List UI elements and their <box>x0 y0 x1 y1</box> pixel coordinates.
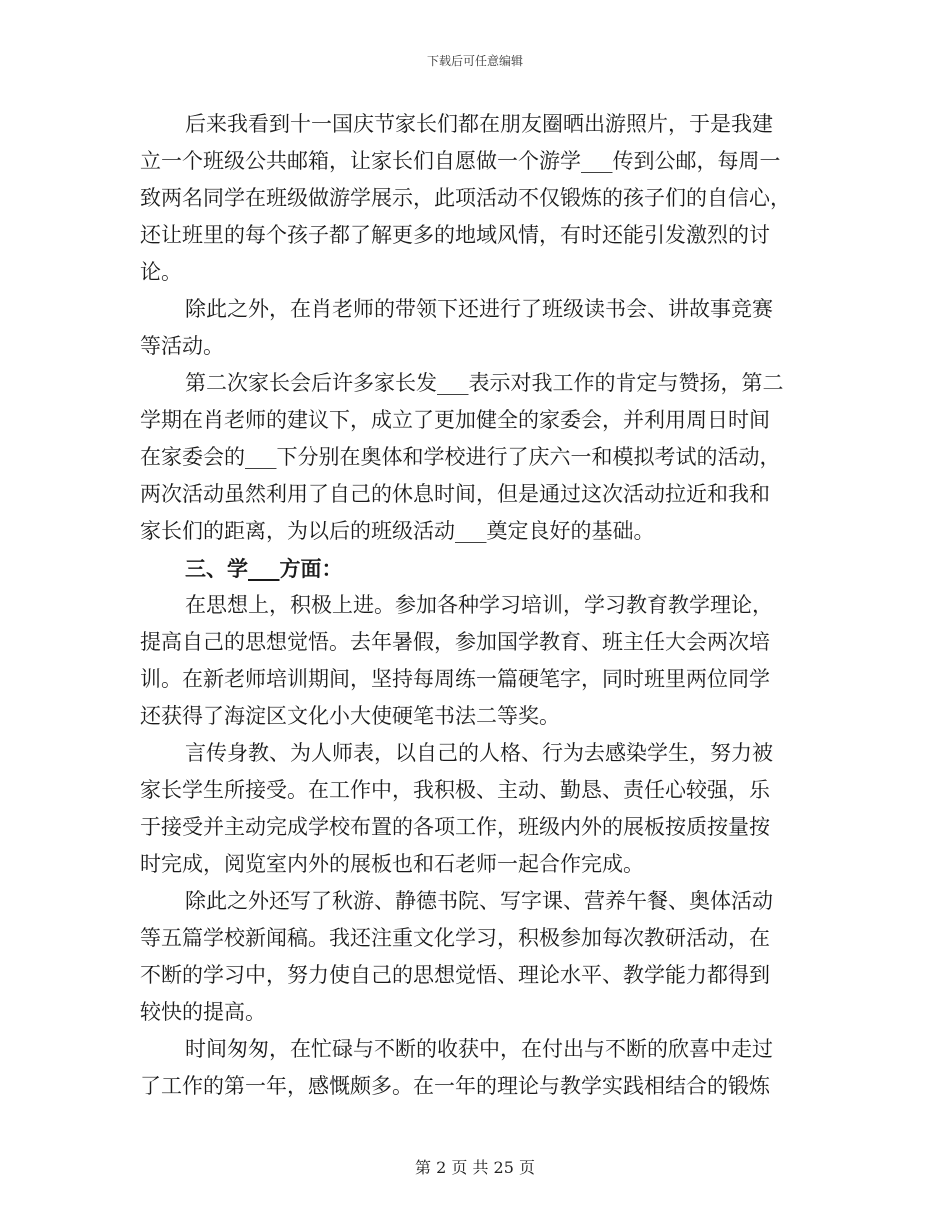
page-header: 下载后可任意编辑 <box>426 54 523 68</box>
section-heading: 三、学___方面： <box>185 556 343 581</box>
text-line: 致两名同学在班级做游学展示，此项活动不仅锻炼的孩子们的自信心， <box>140 186 791 210</box>
text-line: 时间匆匆，在忙碌与不断的收获中，在付出与不断的欣喜中走过 <box>185 1037 773 1061</box>
text-line: 除此之外，在肖老师的带领下还进行了班级读书会、讲故事竞赛 <box>185 297 773 321</box>
text-line: 不断的学习中，努力使自己的思想觉悟、理论水平、教学能力都得到 <box>140 963 770 987</box>
text-line: 了工作的第一年，感慨颇多。在一年的理论与教学实践相结合的锻炼 <box>140 1074 770 1098</box>
text-line: 学期在肖老师的建议下，成立了更加健全的家委会，并利用周日时间 <box>140 408 770 432</box>
text-line: 言传身教、为人师表，以自己的人格、行为去感染学生，努力被 <box>185 741 773 765</box>
text-line: 立一个班级公共邮箱，让家长们自愿做一个游学___传到公邮，每周一 <box>140 149 781 173</box>
text-line: 训。在新老师培训期间，坚持每周练一篇硬笔字，同时班里两位同学 <box>140 667 770 691</box>
text-line: 第二次家长会后许多家长发___表示对我工作的肯定与赞扬，第二 <box>185 371 784 395</box>
text-line: 提高自己的思想觉悟。去年暑假，参加国学教育、班主任大会两次培 <box>140 630 770 654</box>
document-body <box>140 106 815 1105</box>
text-line: 在家委会的___下分别在奥体和学校进行了庆六一和模拟考试的活动， <box>140 445 781 469</box>
text-line: 还让班里的每个孩子都了解更多的地域风情，有时还能引发激烈的讨 <box>140 223 770 247</box>
text-line: 时完成，阅览室内外的展板也和石老师一起合作完成。 <box>140 852 644 876</box>
page-number-footer: 第 2 页 共 25 页 <box>415 1158 535 1177</box>
text-line: 较快的提高。 <box>140 1000 266 1024</box>
text-line: 还获得了海淀区文化小大使硬笔书法二等奖。 <box>140 704 560 728</box>
text-line: 除此之外还写了秋游、静德书院、写字课、营养午餐、奥体活动 <box>185 889 773 913</box>
text-line: 等活动。 <box>140 334 224 358</box>
text-line: 于接受并主动完成学校布置的各项工作，班级内外的展板按质按量按 <box>140 815 770 839</box>
text-line: 论。 <box>140 260 182 284</box>
text-line: 家长们的距离，为以后的班级活动___奠定良好的基础。 <box>140 519 655 543</box>
text-line: 后来我看到十一国庆节家长们都在朋友圈晒出游照片，于是我建 <box>185 112 773 136</box>
text-line: 家长学生所接受。在工作中，我积极、主动、勤恳、责任心较强，乐 <box>140 778 770 802</box>
text-line: 等五篇学校新闻稿。我还注重文化学习，积极参加每次教研活动，在 <box>140 926 770 950</box>
text-line: 两次活动虽然利用了自己的休息时间，但是通过这次活动拉近和我和 <box>140 482 770 506</box>
text-line: 在思想上，积极上进。参加各种学习培训，学习教育教学理论， <box>185 593 773 617</box>
